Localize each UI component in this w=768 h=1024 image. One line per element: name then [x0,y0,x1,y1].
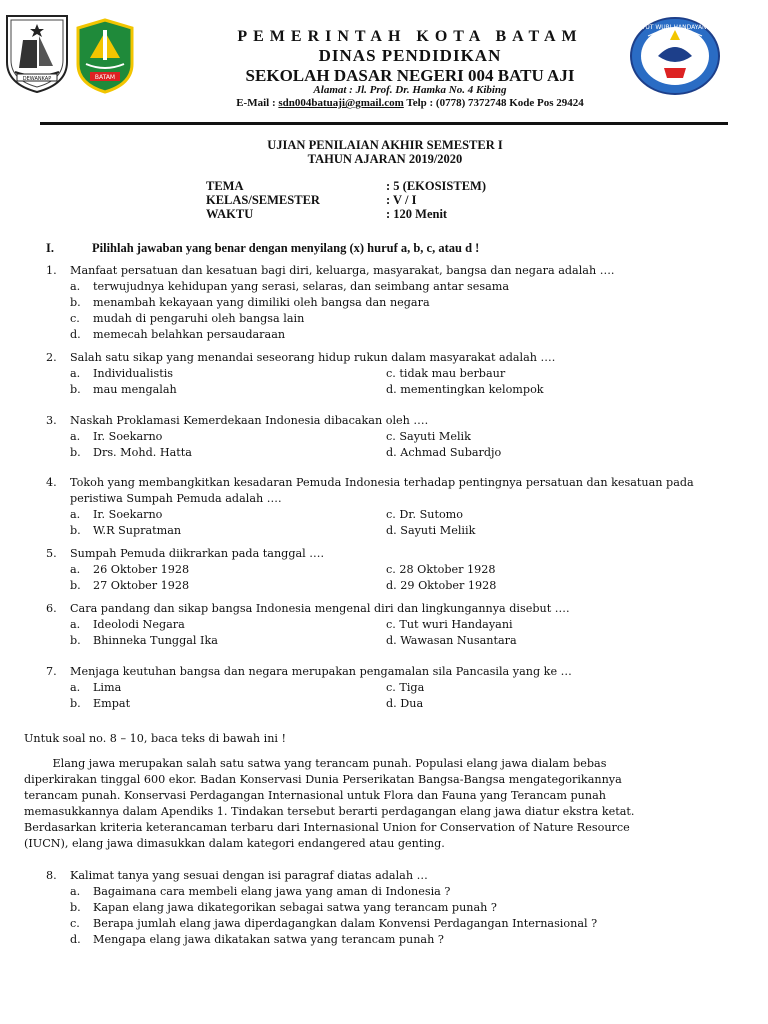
question-text: Manfaat persatuan dan kesatuan bagi diri, keluarga, masyarakat, bangsa dan negara adalah …. [70,264,615,277]
passage-line-1: Elang jawa merupakan salah satu satwa yang terancam punah. Populasi elang jawa dialam bebas [24,757,607,770]
question-text-cont: peristiwa Sumpah Pemuda adalah …. [70,492,282,505]
option-b[interactable]: W.R Supratman [93,524,182,537]
option-a[interactable]: Bagaimana cara membeli elang jawa yang aman di Indonesia ? [93,885,451,898]
question-text: Sumpah Pemuda diikrarkan pada tanggal …. [70,547,325,560]
option-d[interactable]: d. 29 Oktober 1928 [386,579,497,592]
option-c[interactable]: c. Tut wuri Handayani [386,618,513,631]
option-b[interactable]: Bhinneka Tunggal Ika [93,634,218,647]
meta-value-waktu: : 120 Menit [386,207,448,221]
question-text: Tokoh yang membangkitkan kesadaran Pemuda Indonesia terhadap pentingnya persatuan dan kesatuan pada [70,476,694,489]
option-d[interactable]: d. Sayuti Meliik [386,524,476,537]
option-a[interactable]: Ir. Soekarno [93,508,163,521]
option-c[interactable]: Berapa jumlah elang jawa diperdagangkan dalam Konvensi Perdagangan Internasional ? [93,917,598,930]
question-text: Kalimat tanya yang sesuai dengan isi paragraf diatas adalah … [70,869,428,882]
passage-line-2: diperkirakan tinggal 600 ekor. Badan Konservasi Dunia Perserikatan Bangsa-Bangsa mengategorikannya [24,773,622,786]
option-c[interactable]: c. tidak mau berbaur [386,367,506,380]
option-d[interactable]: d. Achmad Subardjo [386,446,502,459]
option-d[interactable]: d. mementingkan kelompok [386,383,544,396]
question-8: 8. Kalimat tanya yang sesuai dengan isi paragraf diatas adalah … a. Bagaimana cara membeli elang jawa yang aman di Indonesia ? b. Kapan elang jawa dikategorikan sebagai satwa yang terancam punah ? c. Berapa jumlah elang jawa diperdagangkan dalam Konvensi Perdagangan Internasional ? d. Mengapa elang jawa dikatakan satwa yang terancam punah ? [0,868,768,952]
exam-title: UJIAN PENILAIAN AKHIR SEMESTER I [267,138,503,152]
question-text: Naskah Proklamasi Kemerdekaan Indonesia dibacakan oleh …. [70,414,429,427]
option-a[interactable]: Ir. Soekarno [93,430,163,443]
header-government: PEMERINTAH KOTA BATAM [237,28,583,45]
question-text: Cara pandang dan sikap bangsa Indonesia mengenal diri dan lingkungannya disebut …. [70,602,570,615]
option-c[interactable]: mudah di pengaruhi oleh bangsa lain [93,312,305,325]
question-4: 4. Tokoh yang membangkitkan kesadaran Pemuda Indonesia terhadap pentingnya persatuan dan kesatuan pada peristiwa Sumpah Pemuda adalah …. a. Ir. Soekarno c. Dr. Sutomo b. W.R Supratman d. Sayuti Meliik [0,475,768,541]
question-2: 2. Salah satu sikap yang menandai seseorang hidup rukun dalam masyarakat adalah …. a. Individualistis c. tidak mau berbaur b. mau mengalah d. mementingkan kelompok [0,350,768,400]
option-d[interactable]: d. Dua [386,697,424,710]
meta-label-waktu: WAKTU [206,207,254,221]
option-b[interactable]: Empat [93,697,131,710]
meta-label-kelas: KELAS/SEMESTER [206,193,320,207]
option-c[interactable]: c. Dr. Sutomo [386,508,464,521]
option-c[interactable]: c. Sayuti Melik [386,430,471,443]
svg-text:TUT WURI HANDAYANI: TUT WURI HANDAYANI [641,24,709,31]
option-d[interactable]: d. Wawasan Nusantara [386,634,517,647]
option-b[interactable]: Drs. Mohd. Hatta [93,446,192,459]
passage-line-3: terancam punah. Konservasi Perdagangan Internasional untuk Flora dan Fauna yang Terancam punah [24,789,606,802]
passage-line-4: memasukkannya dalam Apendiks 1. Tindakan tersebut berarti perdagangan elang jawa diatur ekstra ketat. [24,805,635,818]
question-text: Menjaga keutuhan bangsa dan negara merupakan pengamalan sila Pancasila yang ke … [70,665,572,678]
meta-value-kelas: : V / I [386,193,417,207]
option-b[interactable]: Kapan elang jawa dikategorikan sebagai satwa yang terancam punah ? [93,901,497,914]
option-b[interactable]: mau mengalah [93,383,177,396]
batam-kota-shield-logo [74,18,136,94]
option-c[interactable]: c. Tiga [386,681,425,694]
option-a[interactable]: 26 Oktober 1928 [93,563,190,576]
question-7: 7. Menjaga keutuhan bangsa dan negara merupakan pengamalan sila Pancasila yang ke … a. Lima c. Tiga b. Empat d. Dua [0,664,768,714]
header-divider [40,122,728,125]
header-contact: E-Mail : sdn004batuaji@gmail.com Telp : (0778) 7372748 Kode Pos 29424 [236,97,584,109]
header-address: Alamat : Jl. Prof. Dr. Hamka No. 4 Kibing [313,84,507,96]
question-text: Salah satu sikap yang menandai seseorang hidup rukun dalam masyarakat adalah …. [70,351,556,364]
question-6: 6. Cara pandang dan sikap bangsa Indonesia mengenal diri dan lingkungannya disebut …. a. Ideolodi Negara c. Tut wuri Handayani b. Bhinneka Tunggal Ika d. Wawasan Nusantara [0,601,768,651]
svg-text:BATAM: BATAM [94,74,116,81]
question-5: 5. Sumpah Pemuda diikrarkan pada tanggal …. a. 26 Oktober 1928 c. 28 Oktober 1928 b. 27 Oktober 1928 d. 29 Oktober 1928 [0,546,768,596]
passage-line-6: (IUCN), elang jawa dimasukkan dalam kategori endangered atau genting. [24,837,445,850]
option-b[interactable]: 27 Oktober 1928 [93,579,190,592]
option-a[interactable]: Lima [93,681,122,694]
reading-intro: Untuk soal no. 8 – 10, baca teks di bawah ini ! [24,732,287,745]
meta-label-tema: TEMA [206,179,244,193]
batam-city-emblem-logo [3,10,71,94]
option-b[interactable]: menambah kekayaan yang dimiliki oleh bangsa dan negara [93,296,430,309]
question-3: 3. Naskah Proklamasi Kemerdekaan Indonesia dibacakan oleh …. a. Ir. Soekarno c. Sayuti Melik b. Drs. Mohd. Hatta d. Achmad Subardjo [0,413,768,463]
exam-year: TAHUN AJARAN 2019/2020 [307,152,463,166]
section-number: I. [46,241,54,255]
meta-value-tema: : 5 (EKOSISTEM) [386,179,487,193]
header-department: DINAS PENDIDIKAN [318,46,502,65]
option-a[interactable]: Ideolodi Negara [93,618,185,631]
option-a[interactable]: Individualistis [93,367,174,380]
svg-text:DEWANKAP: DEWANKAP [22,76,52,82]
passage-line-5: Berdasarkan kriteria keterancaman terbaru dari Internasional Union for Conservation of Nature Resource [24,821,630,834]
option-a[interactable]: terwujudnya kehidupan yang serasi, selaras, dan seimbang antar sesama [93,280,510,293]
header-school-name: SEKOLAH DASAR NEGERI 004 BATU AJI [245,66,575,85]
section-instruction: Pilihlah jawaban yang benar dengan menyilang (x) huruf a, b, c, atau d ! [92,241,480,255]
email-link[interactable]: sdn004batuaji@gmail.com [278,97,404,109]
option-c[interactable]: c. 28 Oktober 1928 [386,563,496,576]
option-d[interactable]: Mengapa elang jawa dikatakan satwa yang terancam punah ? [93,933,444,946]
option-d[interactable]: memecah belahkan persaudaraan [93,328,286,341]
question-1: 1. Manfaat persatuan dan kesatuan bagi diri, keluarga, masyarakat, bangsa dan negara adalah …. a. terwujudnya kehidupan yang serasi, selaras, dan seimbang antar sesama b. menambah kekayaan yang dimiliki oleh bangsa dan negara c. mudah di pengaruhi oleh bangsa lain d. memecah belahkan persaudaraan [0,263,768,343]
